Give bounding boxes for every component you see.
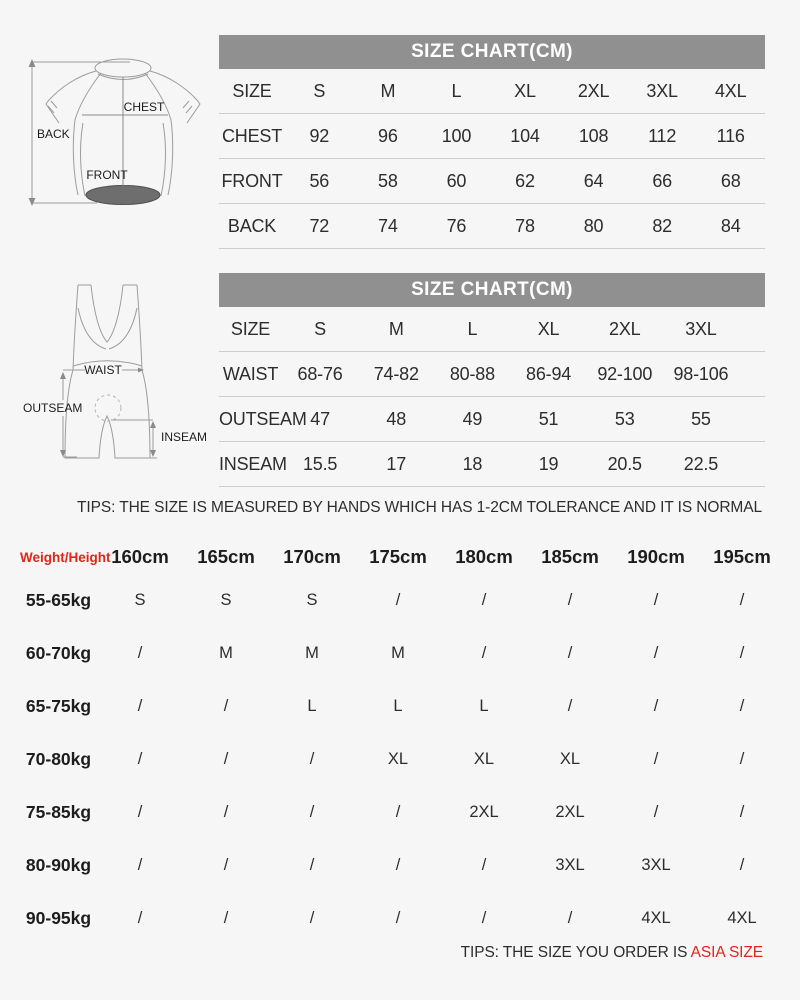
weight-height-cell: L: [479, 697, 489, 715]
size-table-cell: 116: [716, 125, 745, 146]
weight-height-cell: /: [653, 591, 659, 609]
weight-height-cell: 4XL: [641, 909, 671, 927]
weight-height-cell: /: [739, 591, 745, 609]
weight-height-cell: /: [567, 591, 573, 609]
weight-height-cell: /: [395, 856, 401, 874]
bib-size-table-title: SIZE CHART(CM): [219, 273, 765, 307]
bib-size-table-rows: [219, 307, 765, 487]
weight-height-cell: 3XL: [641, 856, 671, 874]
size-table-cell: 104: [510, 125, 540, 146]
size-table-cell: 108: [578, 125, 609, 146]
size-table-cell: 18: [462, 453, 483, 474]
size-table-row-label: INSEAM: [219, 453, 287, 474]
size-table-cell: L: [451, 80, 462, 101]
jersey-diagram: [15, 48, 215, 210]
weight-height-cell: /: [395, 909, 401, 927]
size-table-cell: 92: [309, 125, 330, 146]
weight-height-cell: /: [137, 909, 143, 927]
weight-height-cell: S: [220, 591, 232, 609]
size-table-cell: 19: [538, 453, 559, 474]
weight-height-cell: /: [653, 644, 659, 662]
weight-height-cell: /: [309, 803, 315, 821]
weight-height-row: [20, 680, 800, 733]
size-table-cell: 62: [515, 170, 535, 191]
jersey-front-label: FRONT: [86, 168, 128, 182]
weight-height-cell: /: [223, 750, 229, 768]
size-table-cell: 96: [378, 125, 398, 146]
weight-height-cell: /: [223, 909, 229, 927]
size-table-cell: 100: [441, 125, 472, 146]
weight-height-header-row: [20, 540, 800, 574]
weight-height-cell: /: [223, 856, 229, 874]
weight-height-cell: /: [137, 697, 143, 715]
weight-row-label: 90-95kg: [25, 908, 92, 928]
weight-height-cell: L: [393, 697, 403, 715]
weight-height-cell: /: [223, 803, 229, 821]
size-table-row: [219, 159, 765, 204]
size-table-cell: S: [314, 318, 326, 339]
size-table-row: [219, 397, 765, 442]
height-column-header: 195cm: [713, 546, 771, 567]
height-column-header: 185cm: [541, 546, 599, 567]
size-table-cell: 82: [652, 215, 672, 236]
weight-height-cell: /: [137, 856, 143, 874]
weight-height-cell: /: [395, 591, 401, 609]
weight-row-label: 80-90kg: [25, 855, 92, 875]
size-table-cell: 49: [462, 408, 483, 429]
weight-row-label: 75-85kg: [25, 802, 92, 822]
size-table-row: [219, 352, 765, 397]
size-table-row: [219, 69, 765, 114]
jersey-chest-label: CHEST: [123, 100, 165, 114]
size-table-row-label: SIZE: [230, 318, 271, 339]
weight-height-cell: /: [137, 644, 143, 662]
weight-height-cell: XL: [559, 750, 581, 768]
size-table-cell: 68-76: [297, 363, 343, 384]
size-table-cell: 84: [720, 215, 741, 236]
size-table-cell: 74-82: [373, 363, 419, 384]
size-table-cell: 58: [378, 170, 398, 191]
asia-size-tip-highlight: ASIA SIZE: [690, 944, 763, 961]
size-table-cell: M: [388, 318, 404, 339]
weight-height-cell: /: [309, 750, 315, 768]
size-table-cell: 3XL: [685, 318, 717, 339]
weight-row-label: 60-70kg: [25, 643, 92, 663]
weight-height-cell: /: [739, 697, 745, 715]
weight-height-cell: XL: [473, 750, 495, 768]
size-table-row: [219, 114, 765, 159]
size-table-cell: 64: [583, 170, 604, 191]
weight-row-label: 70-80kg: [25, 749, 92, 769]
size-table-cell: 80-88: [449, 363, 495, 384]
height-column-header: 190cm: [627, 546, 685, 567]
jersey-size-table: [219, 35, 765, 249]
size-table-cell: S: [313, 80, 326, 101]
size-table-cell: 112: [648, 125, 677, 146]
size-table-cell: 17: [386, 453, 407, 474]
weight-height-row: [20, 627, 800, 680]
size-table-cell: 60: [446, 170, 467, 191]
tolerance-tip: TIPS: THE SIZE IS MEASURED BY HANDS WHICH HAS 1-2CM TOLERANCE AND IT IS NORMAL: [77, 499, 762, 516]
weight-height-row: [20, 733, 800, 786]
height-column-header: 175cm: [369, 546, 427, 567]
size-table-cell: 74: [378, 215, 398, 236]
size-table-row-label: SIZE: [232, 80, 272, 101]
weight-height-cell: /: [223, 697, 229, 715]
weight-height-cell: /: [739, 856, 745, 874]
weight-height-table: [0, 540, 800, 945]
size-table-cell: 22.5: [683, 453, 719, 474]
size-table-row-label: CHEST: [221, 125, 282, 146]
bib-outseam-label: OUTSEAM: [23, 401, 83, 415]
size-table-row: [219, 442, 765, 487]
size-table-cell: 47: [310, 408, 330, 429]
size-table-cell: 55: [691, 408, 711, 429]
weight-height-cell: XL: [387, 750, 409, 768]
size-table-cell: 72: [309, 215, 330, 236]
asia-size-tip: [461, 944, 763, 962]
size-table-row-label: OUTSEAM: [219, 408, 307, 429]
weight-row-label: 55-65kg: [25, 590, 92, 610]
size-table-cell: XL: [514, 80, 536, 101]
weight-height-cell: /: [739, 803, 745, 821]
size-table-cell: 56: [309, 170, 330, 191]
weight-height-cell: /: [309, 909, 315, 927]
size-table-row-label: FRONT: [221, 170, 283, 191]
size-table-cell: XL: [537, 318, 560, 339]
size-table-cell: 53: [614, 408, 635, 429]
weight-height-cell: /: [567, 644, 573, 662]
jersey-back-label: BACK: [37, 127, 70, 141]
jersey-size-table-title: SIZE CHART(CM): [219, 35, 765, 69]
weight-height-cell: /: [481, 644, 487, 662]
weight-height-cell: S: [306, 591, 318, 609]
weight-height-cell: 2XL: [555, 803, 585, 821]
weight-height-cell: M: [305, 644, 319, 662]
jersey-size-table-rows: [219, 69, 765, 249]
weight-height-corner-label: Weight/Height: [20, 549, 111, 565]
weight-height-cell: 3XL: [555, 856, 585, 874]
weight-height-cell: /: [653, 750, 659, 768]
size-table-cell: 15.5: [302, 453, 338, 474]
weight-height-cell: /: [481, 591, 487, 609]
size-table-cell: 51: [538, 408, 559, 429]
size-table-row: [219, 307, 765, 352]
weight-height-cell: /: [567, 697, 573, 715]
size-table-cell: 80: [583, 215, 604, 236]
height-column-header: 160cm: [111, 546, 169, 567]
bib-shorts-diagram: [15, 282, 210, 470]
height-column-header: 165cm: [197, 546, 255, 567]
size-table-cell: M: [380, 80, 396, 101]
size-table-cell: 2XL: [609, 318, 641, 339]
weight-height-body: [20, 574, 800, 945]
size-table-cell: 4XL: [714, 80, 747, 101]
weight-height-row: [20, 574, 800, 627]
weight-height-cell: /: [739, 644, 745, 662]
size-table-cell: 3XL: [646, 80, 678, 101]
weight-height-cell: 2XL: [469, 803, 499, 821]
weight-height-cell: /: [739, 750, 745, 768]
weight-height-cell: /: [567, 909, 573, 927]
height-column-header: 180cm: [455, 546, 513, 567]
size-table-row-label: BACK: [227, 215, 277, 236]
bib-inseam-label: INSEAM: [161, 430, 208, 444]
height-column-header: 170cm: [283, 546, 341, 567]
weight-height-cell: /: [137, 750, 143, 768]
weight-height-cell: 4XL: [727, 909, 757, 927]
size-table-cell: 92-100: [597, 363, 653, 384]
weight-height-row: [20, 839, 800, 892]
weight-height-cell: /: [653, 803, 659, 821]
weight-height-cell: /: [395, 803, 401, 821]
size-table-cell: 2XL: [577, 80, 610, 101]
size-table-row: [219, 204, 765, 249]
weight-height-cell: M: [391, 644, 405, 662]
size-table-cell: 78: [515, 215, 535, 236]
size-table-cell: 86-94: [526, 363, 572, 384]
size-table-cell: 76: [446, 215, 467, 236]
weight-height-cell: /: [481, 856, 487, 874]
bib-size-table: [219, 273, 765, 487]
weight-height-cell: /: [653, 697, 659, 715]
size-table-row-label: WAIST: [222, 363, 279, 384]
size-table-cell: 48: [386, 408, 407, 429]
weight-height-cell: L: [307, 697, 317, 715]
size-table-cell: 20.5: [607, 453, 642, 474]
weight-height-cell: M: [219, 644, 233, 662]
weight-height-cell: /: [309, 856, 315, 874]
bib-waist-label: WAIST: [84, 363, 122, 377]
weight-height-cell: S: [134, 591, 146, 609]
size-table-cell: 66: [652, 170, 672, 191]
size-table-cell: 98-106: [673, 363, 729, 384]
weight-row-label: 65-75kg: [25, 696, 92, 716]
weight-height-cell: /: [137, 803, 143, 821]
asia-size-tip-prefix: TIPS: THE SIZE YOU ORDER IS: [460, 944, 691, 961]
weight-height-cell: /: [481, 909, 487, 927]
size-table-cell: 68: [720, 170, 741, 191]
size-table-cell: L: [467, 318, 478, 339]
weight-height-row: [20, 892, 800, 945]
weight-height-row: [20, 786, 800, 839]
